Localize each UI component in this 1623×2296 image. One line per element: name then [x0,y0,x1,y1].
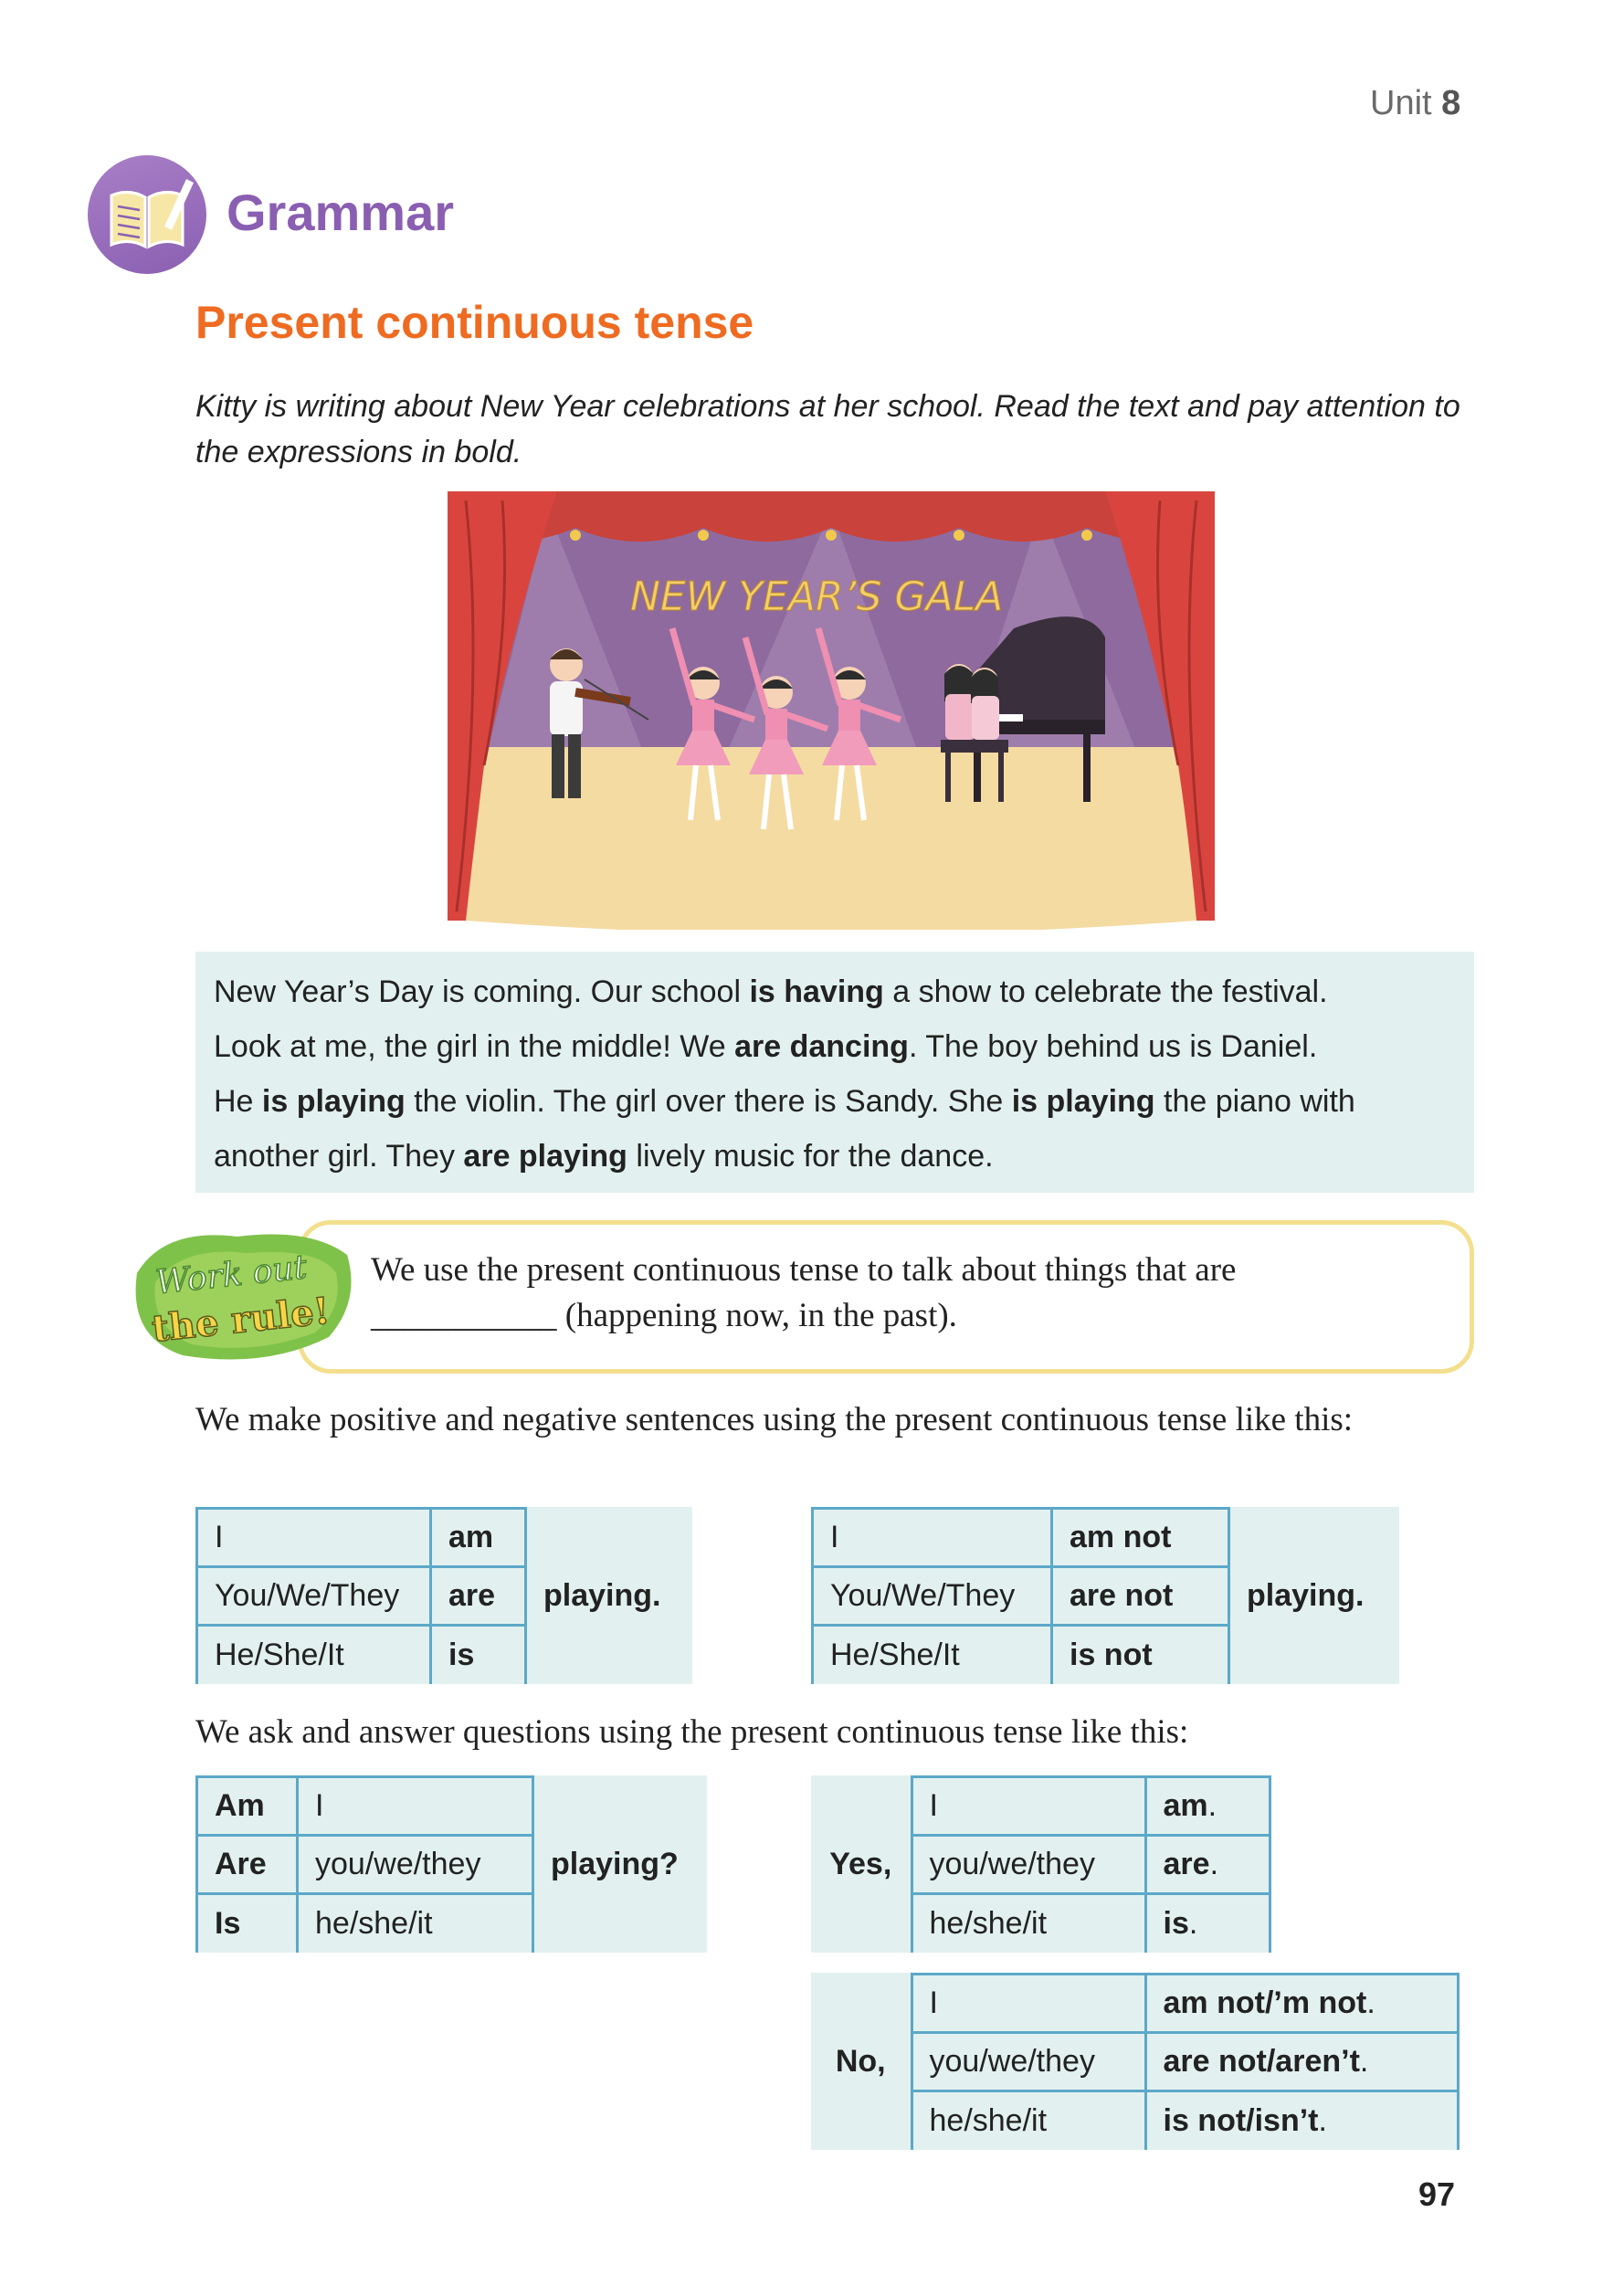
badge-line1: Work out [153,1248,309,1302]
no-lead-cell: No, [811,1975,912,2150]
page-number: 97 [1418,2175,1456,2213]
reading-line: New Year’s Day is coming. Our school is having a show to celebrate the festival. [214,974,1328,1009]
subject-cell: You/We/They [813,1567,1052,1626]
topic-title: Present continuous tense [195,297,754,348]
subject-cell: I [912,1777,1145,1836]
reading-line: another girl. They are playing lively music for the dance. [214,1139,994,1174]
rule-line2: ___________ (happening now, in the past). [371,1297,957,1334]
positive-negative-intro: We make positive and negative sentences using the present continuous tense like this: [195,1401,1354,1438]
unit-label [1370,84,1460,123]
yes-lead-cell: Yes, [811,1777,912,1953]
verb-cell: is [431,1626,526,1684]
verb-cell: is not/isn’t. [1145,2091,1459,2150]
subject-cell: I [813,1509,1052,1567]
verb-cell: am not/’m not. [1145,1975,1459,2033]
questions-intro: We ask and answer questions using the present continuous tense like this: [195,1713,1189,1751]
work-out-rule-badge [128,1218,365,1374]
section-title: Grammar [227,184,455,241]
subject-cell: He/She/It [197,1626,431,1684]
verb-cell: are [431,1567,526,1626]
verb-cell: are not [1052,1567,1229,1626]
gala-illustration [448,491,1215,930]
negative-table [811,1507,1399,1684]
subject-cell: I [298,1777,533,1836]
main-verb-cell: playing. [526,1509,693,1684]
subject-cell: he/she/it [912,2091,1145,2150]
verb-cell: is. [1145,1894,1270,1953]
subject-cell: I [197,1509,431,1567]
intro-text: Kitty is writing about New Year celebrations at her school. Read the text and pay attention to the expressions in bold. [195,389,1460,469]
reading-passage [195,952,1474,1193]
gala-banner-text: NEW YEAR’S GALA [630,574,1004,620]
question-table [195,1775,707,1953]
subject-cell: You/We/They [197,1567,431,1626]
verb-cell: is not [1052,1626,1229,1684]
unit-number: 8 [1441,84,1461,122]
verb-cell: are not/aren’t. [1145,2033,1459,2091]
main-verb-cell: playing. [1229,1509,1400,1684]
open-book-pen-icon [88,155,206,274]
aux-cell: Are [197,1836,298,1894]
badge-line2: the rule! [150,1289,332,1351]
subject-cell: He/She/It [813,1626,1052,1684]
subject-cell: he/she/it [298,1894,533,1953]
subject-cell: you/we/they [298,1836,533,1894]
rule-text [371,1248,1449,1339]
positive-table [195,1507,692,1684]
subject-cell: you/we/they [912,1836,1145,1894]
subject-cell: you/we/they [912,2033,1145,2091]
verb-cell: are. [1145,1836,1270,1894]
verb-cell: am not [1052,1509,1229,1567]
verb-cell: am. [1145,1777,1270,1836]
subject-cell: he/she/it [912,1894,1145,1953]
main-verb-cell: playing? [533,1777,708,1953]
unit-text: Unit [1370,84,1432,122]
no-answer-table [811,1973,1460,2150]
rule-line1: We use the present continuous tense to talk about things that are [371,1251,1237,1289]
subject-cell: I [912,1975,1145,2033]
reading-line: Look at me, the girl in the middle! We are dancing. The boy behind us is Daniel. [214,1029,1318,1064]
yes-answer-table [811,1775,1271,1953]
aux-cell: Is [197,1894,298,1953]
reading-line: He is playing the violin. The girl over there is Sandy. She is playing the piano with [214,1084,1355,1119]
aux-cell: Am [197,1777,298,1836]
verb-cell: am [431,1509,526,1567]
